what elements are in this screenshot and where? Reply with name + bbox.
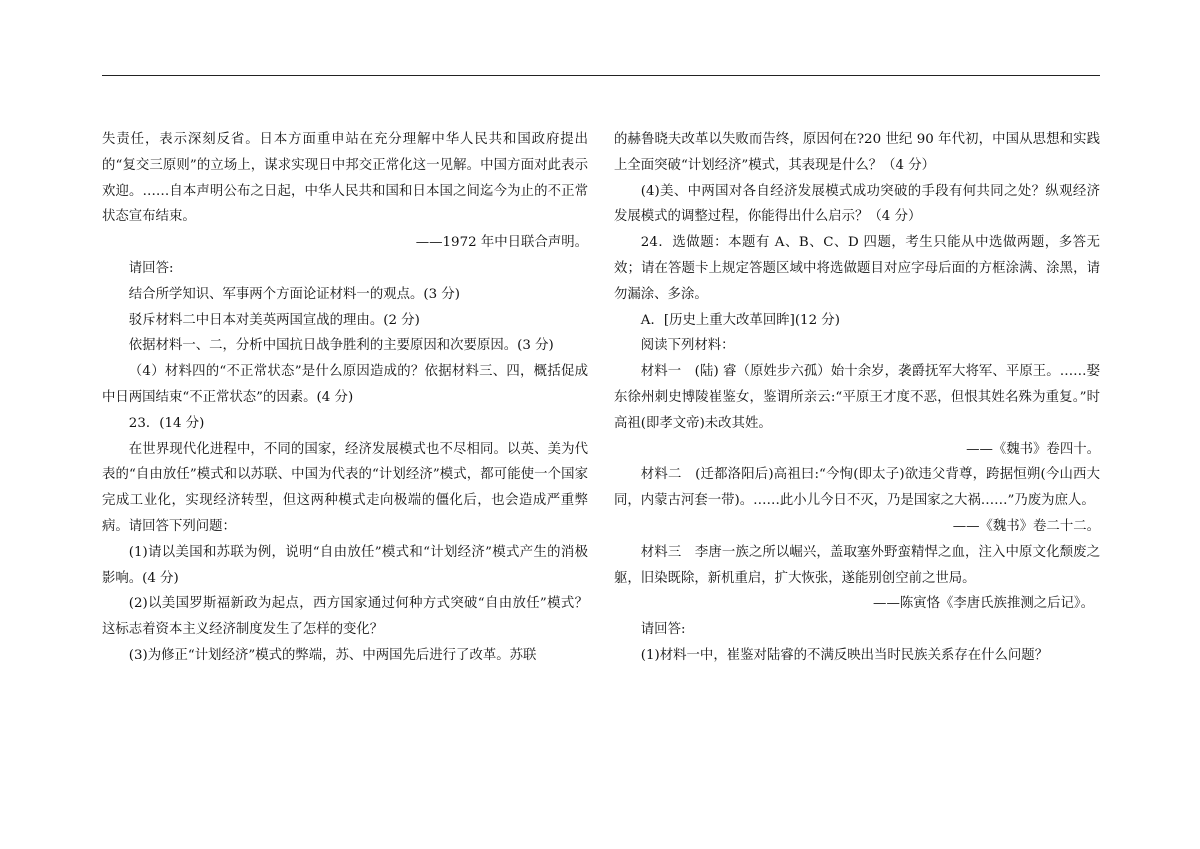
question-23-part-1: (1)请以美国和苏联为例，说明“自由放任”模式和“计划经济”模式产生的消极影响。(4 分) [102,544,588,586]
question-23-heading: 23．(14 分) [128,415,205,431]
header-rule [102,75,1100,76]
material-one: 材料一 (陆) 睿（原姓步六孤）始十余岁，袭爵抚军大将军、平原王。……娶东徐州刺史博陵崔鉴女，鉴谓所亲云:“平原王才度不恶，但恨其姓名殊为重复。”时高祖(即孝文帝)未改其姓。 [614,364,1100,431]
question-prompt: 请回答: [128,260,174,276]
source-citation: ——1972 年中日联合声明。 [415,235,588,251]
material-four-continuation: 失责任，表示深刻反省。日本方面重申站在充分理解中华人民共和国政府提出的“复交三原则”的立场上，谋求实现日中邦交正常化这一见解。中国方面对此表示欢迎。……自本声明公布之日起，中华人民共和国和日本国之间迄今为止的不正常状态宣布结束。 [102,132,588,225]
question-prompt: 请回答: [640,622,686,638]
question-23-part-2: (2)以美国罗斯福新政为起点，西方国家通过何种方式突破“自由放任”模式？这标志着资本主义经济制度发生了怎样的变化？ [102,596,588,638]
right-column [614,127,1100,669]
question-24-a-part-1: (1)材料一中，崔鉴对陆睿的不满反映出当时民族关系存在什么问题？ [640,647,1049,663]
question-24-a-heading: A．[历史上重大改革回眸](12 分) [640,312,840,328]
material-two: 材料二 (迁都洛阳后)高祖曰:“今恂(即太子)欲违父背尊，跨据恒朔(今山西大同，内蒙古河套一带)。……此小儿今日不灭，乃是国家之大祸……”乃废为庶人。 [614,467,1100,509]
source-citation: ——《魏书》卷二十二。 [952,518,1100,534]
question-23-part-3: (3)为修正“计划经济”模式的弊端，苏、中两国先后进行了改革。苏联 [128,647,537,663]
question-23-part-4: (4)美、中两国对各自经济发展模式成功突破的手段有何共同之处？纵观经济发展模式的调整过程，你能得出什么启示？（4 分） [614,183,1100,225]
question-24-instructions: 24．选做题：本题有 A、B、C、D 四题，考生只能从中选做两题，多答无效；请在答题卡上规定答题区域中将选做题目对应字母后面的方框涂满、涂黑，请勿漏涂、多涂。 [614,235,1100,302]
question-3: 依据材料一、二，分析中国抗日战争胜利的主要原因和次要原因。(3 分) [128,338,554,354]
question-1: 结合所学知识、军事两个方面论证材料一的观点。(3 分) [128,286,461,302]
question-23-intro: 在世界现代化进程中，不同的国家，经济发展模式也不尽相同。以英、美为代表的“自由放任”模式和以苏联、中国为代表的“计划经济”模式，都可能使一个国家完成工业化，实现经济转型，但这两种模式走向极端的僵化后，也会造成严重弊病。请回答下列问题： [102,441,588,534]
source-citation: ——陈寅恪《李唐氏族推测之后记》。 [873,596,1094,612]
question-4: （4）材料四的“不正常状态”是什么原因造成的？依据材料三、四，概括促成中日两国结束“不正常状态”的因素。(4 分) [102,364,588,405]
material-three: 材料三 李唐一族之所以崛兴，盖取塞外野蛮精悍之血，注入中原文化颓废之躯，旧染既除，新机重启，扩大恢张，遂能别创空前之世局。 [614,544,1100,586]
left-column [102,127,588,669]
question-23-part-3-continued: 的赫鲁晓夫改革以失败而告终，原因何在?20 世纪 90 年代初，中国从思想和实践上全面突破“计划经济”模式，其表现是什么？（4 分） [614,132,1100,173]
source-citation: ——《魏书》卷四十。 [966,441,1100,457]
question-2: 驳斥材料二中日本对美英两国宣战的理由。(2 分) [128,312,420,328]
reading-prompt: 阅读下列材料： [640,338,735,354]
